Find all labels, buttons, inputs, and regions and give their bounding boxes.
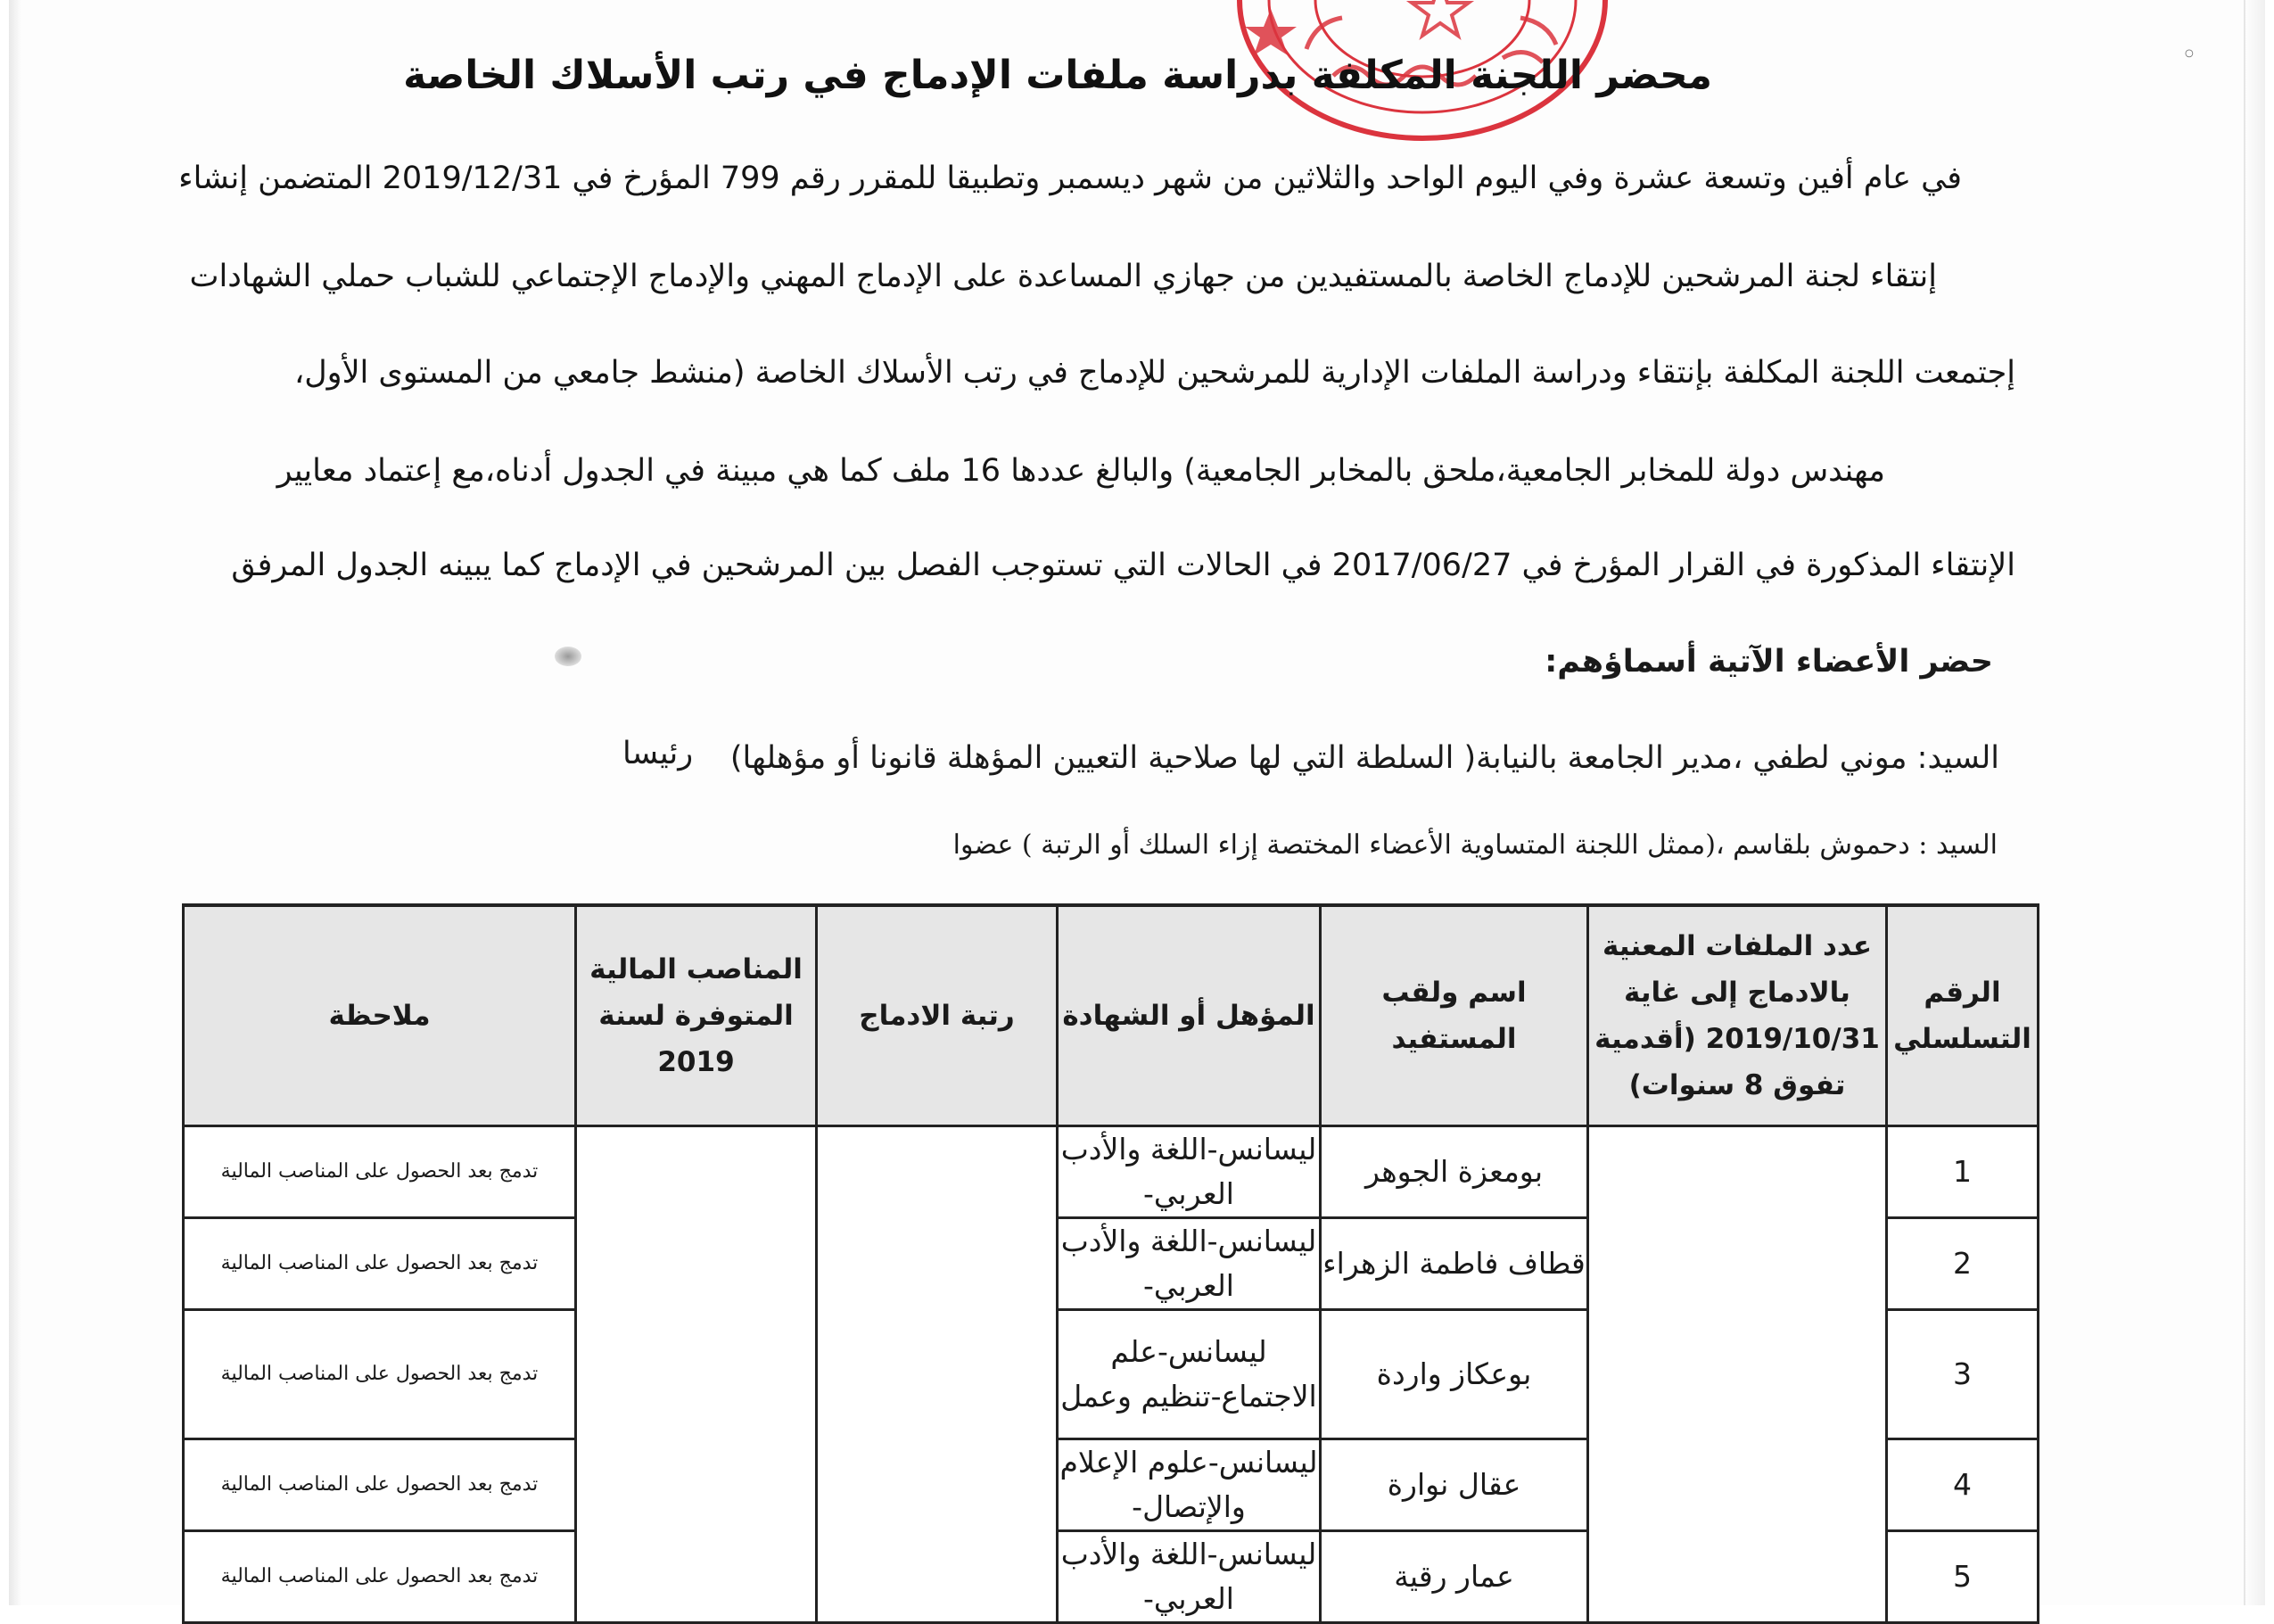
header-positions: المناصب المالية المتوفرة لسنة 2019	[576, 905, 817, 1126]
cell-qualification: ليسانس-اللغة والأدب العربي-	[1058, 1126, 1321, 1218]
cell-qualification: ليسانس-علم الاجتماع-تنظيم وعمل	[1058, 1310, 1321, 1439]
candidates-table	[182, 903, 2039, 1624]
cell-note: تدمج بعد الحصول على المناصب المالية	[184, 1439, 576, 1531]
cell-rank	[817, 1126, 1058, 1623]
header-files-count: عدد الملفات المعنية بالادماج إلى غاية 2019/10/31 (أقدمية تفوق 8 سنوات)	[1588, 905, 1887, 1126]
paragraph-line-3: إجتمعت اللجنة المكلفة بإنتقاء ودراسة الملفات الإدارية للمرشحين للإدماج في رتب الأسلاك الخاصة (منشط جامعي من المستوى الأول،	[293, 355, 2015, 391]
table-header-row	[184, 905, 2039, 1126]
cell-name: عقال نوارة	[1321, 1439, 1588, 1531]
header-name: اسم ولقب المستفيد	[1321, 905, 1588, 1126]
cell-note: تدمج بعد الحصول على المناصب المالية	[184, 1531, 576, 1623]
paragraph-line-1: في عام أفين وتسعة عشرة وفي اليوم الواحد والثلاثين من شهر ديسمبر وتطبيقا للمقرر رقم 799 المؤرخ في 2019/12/31 المتضمن إنشاء	[178, 161, 1962, 196]
scan-mark: ◦	[2181, 39, 2197, 70]
header-rank: رتبة الادماج	[817, 905, 1058, 1126]
scan-speck	[555, 647, 581, 666]
cell-serial: 2	[1887, 1218, 2039, 1310]
cell-qualification: ليسانس-علوم الإعلام والإتصال-	[1058, 1439, 1321, 1531]
cell-note: تدمج بعد الحصول على المناصب المالية	[184, 1310, 576, 1439]
cell-name: بوعكاز واردة	[1321, 1310, 1588, 1439]
paragraph-line-4: مهندس دولة للمخابر الجامعية،ملحق بالمخابر الجامعية) والبالغ عددها 16 ملف كما هي مبينة في الجدول أدناه،مع إعتماد معايير	[276, 453, 1885, 489]
cell-name: قطاف فاطمة الزهراء	[1321, 1218, 1588, 1310]
cell-name: بومعزة الجوهر	[1321, 1126, 1588, 1218]
paragraph-line-2: إنتقاء لجنة المرشحين للإدماج الخاصة بالمستفيدين من جهازي المساعدة على الإدماج المهني والإدماج الإجتماعي للشباب حملي الشهادات	[189, 259, 1937, 294]
cell-note: تدمج بعد الحصول على المناصب المالية	[184, 1218, 576, 1310]
header-note: ملاحظة	[184, 905, 576, 1126]
paragraph-line-5: الإنتقاء المذكورة في القرار المؤرخ في 2017/06/27 في الحالات التي تستوجب الفصل بين المرشحين في الإدماج كما يبينه الجدول المرفق	[231, 548, 2015, 583]
scan-left-edge	[9, 0, 21, 1605]
scan-right-edge	[2244, 0, 2265, 1605]
cell-positions	[576, 1126, 817, 1623]
member-line-1: السيد: موني لطفي ،مدير الجامعة بالنيابة( السلطة التي لها صلاحية التعيين المؤهلة قانونا أو مؤهلها)	[729, 740, 1999, 776]
cell-serial: 1	[1887, 1126, 2039, 1218]
member-line-2: السيد : دحموش بلقاسم ،(ممثل اللجنة المتساوية الأعضاء المختصة إزاء السلك أو الرتبة ) عضوا	[952, 829, 1998, 861]
cell-name: عمار رقية	[1321, 1531, 1588, 1623]
cell-qualification: ليسانس-اللغة والأدب العربي-	[1058, 1218, 1321, 1310]
cell-serial: 3	[1887, 1310, 2039, 1439]
member-role-1: رئيسا	[622, 736, 694, 771]
cell-serial: 4	[1887, 1439, 2039, 1531]
header-qualification: المؤهل أو الشهادة	[1058, 905, 1321, 1126]
cell-serial: 5	[1887, 1531, 2039, 1623]
cell-qualification: ليسانس-اللغة والأدب العربي-	[1058, 1531, 1321, 1623]
cell-files-count	[1588, 1126, 1887, 1623]
header-serial: الرقم التسلسلي	[1887, 905, 2039, 1126]
table-row	[184, 1126, 2039, 1218]
page-title: محضر اللجنة المكلفة بدراسة ملفات الإدماج في رتب الأسلاك الخاصة	[403, 53, 1712, 98]
attendance-heading: حضر الأعضاء الآتية أسماؤهم:	[1545, 644, 1993, 680]
cell-note: تدمج بعد الحصول على المناصب المالية	[184, 1126, 576, 1218]
